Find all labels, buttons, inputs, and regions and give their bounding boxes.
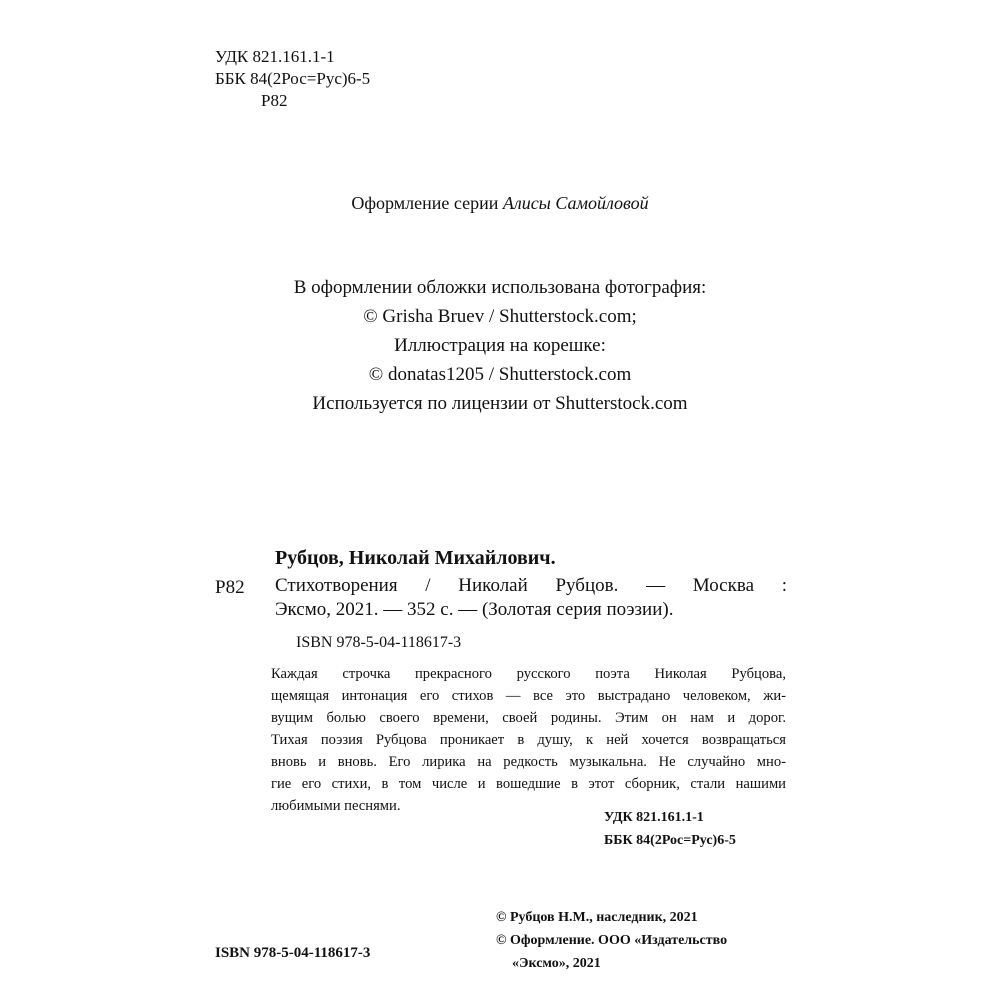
bibliographic-code: Р82	[215, 577, 245, 598]
annotation	[271, 663, 786, 817]
bibliographic-author: Рубцов, Николай Михайлович.	[275, 547, 556, 569]
copyright-line: © Рубцов Н.М., наследник, 2021	[496, 910, 698, 925]
classification-codes-top	[215, 46, 370, 112]
bibliographic-publisher-line: Эксмо, 2021. — 352 с. — (Золотая серия поэзии).	[275, 599, 674, 620]
copyright-line: © Оформление. ООО «Издательство	[496, 933, 728, 948]
designer-name: Алисы Самойловой	[502, 193, 649, 213]
classification-codes-bottom	[604, 806, 736, 852]
credit-line: В оформлении обложки использована фотография:	[293, 277, 707, 298]
credit-line: © Grisha Bruev / Shutterstock.com;	[363, 306, 637, 327]
annotation-line: вущим болью своего времени, своей родины. Этим он нам и дорог.	[271, 710, 786, 726]
credit-line: Используется по лицензии от Shutterstock.com	[312, 393, 688, 414]
udk-code: УДК 821.161.1-1	[215, 47, 335, 66]
bibliographic-title-line: Стихотворения / Николай Рубцов. — Москва :	[275, 575, 787, 596]
copyright-block	[496, 906, 727, 975]
author-sign: Р82	[261, 91, 288, 110]
isbn-bottom: ISBN 978-5-04-118617-3	[215, 945, 371, 961]
bibliographic-isbn: ISBN 978-5-04-118617-3	[296, 634, 462, 651]
annotation-line: Каждая строчка прекрасного русского поэта Николая Рубцова,	[271, 666, 786, 682]
series-design-credit	[0, 193, 1000, 214]
bbk-code: ББК 84(2Рос=Рус)6-5	[604, 833, 736, 848]
annotation-line: вновь и вновь. Его лирика на редкость музыкальна. Не случайно мно-	[271, 754, 786, 770]
credit-line: © donatas1205 / Shutterstock.com	[368, 364, 632, 385]
image-credits	[0, 273, 1000, 418]
copyright-line: «Эксмо», 2021	[512, 956, 601, 971]
annotation-line: гие его стихи, в том числе и вошедшие в этот сборник, стали нашими	[271, 776, 786, 792]
credit-line: Иллюстрация на корешке:	[394, 335, 606, 356]
bbk-code: ББК 84(2Рос=Рус)6-5	[215, 69, 371, 88]
design-prefix: Оформление серии	[351, 193, 503, 213]
udk-code: УДК 821.161.1-1	[604, 810, 704, 825]
annotation-line: любимыми песнями.	[271, 798, 401, 814]
annotation-line: щемящая интонация его стихов — все это выстрадано человеком, жи-	[271, 688, 786, 704]
annotation-line: Тихая поэзия Рубцова проникает в душу, к ней хочется возвращаться	[271, 732, 786, 748]
